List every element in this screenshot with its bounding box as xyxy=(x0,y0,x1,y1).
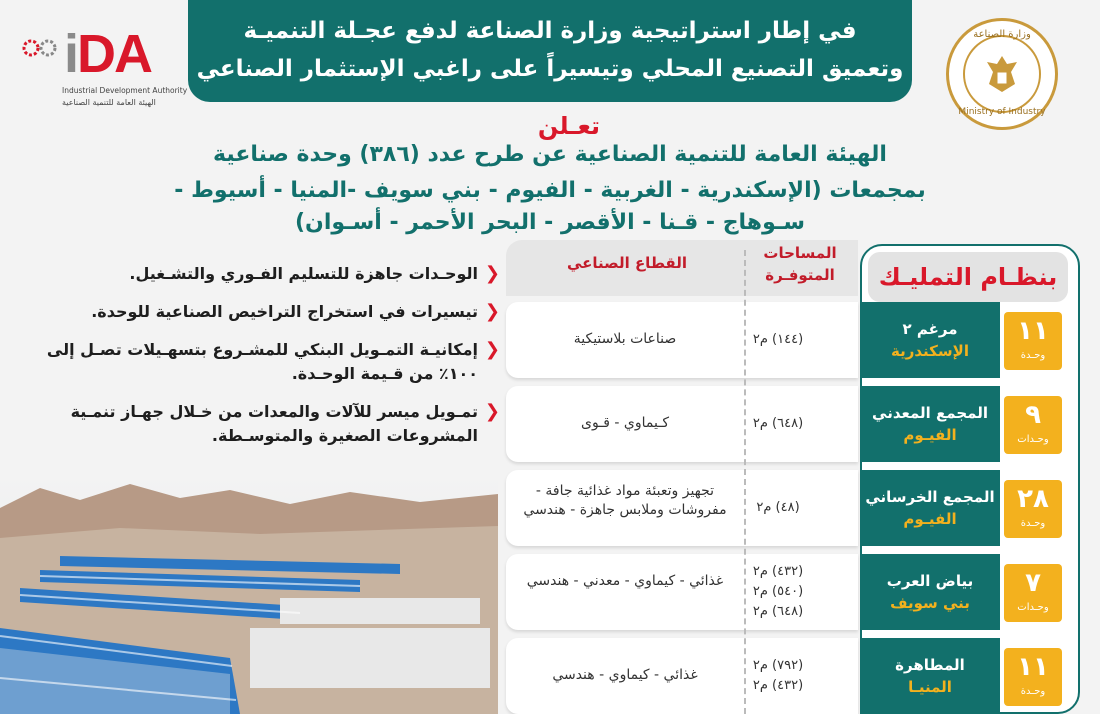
complex-location: الفيـوم xyxy=(903,426,957,444)
unit-count-badge xyxy=(1004,312,1062,370)
sector-cell: غذائي - كيماوي - معدني - هندسي xyxy=(526,573,724,589)
benefit-item: ❮ تمـويل ميسر للآلات والمعدات من خـلال جهـاز تنمـية المشروعات الصغيرة والمتوسـطة. xyxy=(70,401,500,445)
headline-line-2: بمجمعات (الإسكندرية - الغربية - الفيوم - بني سويف -المنيا - أسيوط - xyxy=(174,178,926,203)
unit-count: ٩ xyxy=(1025,400,1041,430)
complex-location: الإسكندرية xyxy=(891,342,969,360)
seal-top-text: وزارة الصناعة xyxy=(973,29,1031,40)
area-value: (٤٣٢) م٢ xyxy=(752,678,804,693)
table-header-area: المساحات المتوفـرة xyxy=(763,244,837,284)
area-value: (٤٨) م٢ xyxy=(756,500,800,515)
sector-cell: غذائي - كيماوي - هندسي xyxy=(552,667,698,683)
sector-cell: صناعات بلاستيكية xyxy=(573,331,677,347)
ministry-seal xyxy=(946,18,1058,130)
complex-name: المجمع المعدني xyxy=(872,404,988,422)
unit-count-badge xyxy=(1004,564,1062,622)
area-cell xyxy=(748,330,808,350)
benefit-item: ❮ إمكانيـة التمـويل البنكي للمشـروع بتسهـيلات تصـل إلى ١٠٠٪ من قـيمة الوحـدة. xyxy=(46,339,500,383)
ida-arabic-name: الهيئة العامة للتنمية الصناعية xyxy=(62,98,156,107)
area-cell xyxy=(748,414,808,434)
benefits-list xyxy=(30,262,500,462)
sector-cell: كـيماوي - قـوى xyxy=(580,415,669,431)
seal-bottom-text: Ministry of Industry xyxy=(958,107,1046,117)
area-value: (٤٣٢) م٢ xyxy=(752,564,804,579)
column-divider xyxy=(744,250,746,714)
complex-cell xyxy=(860,554,1000,630)
sector-cell: تجهيز وتعبئة مواد غذائية جافة - مفروشات وملابس جاهزة - هندسي xyxy=(523,483,727,518)
chevron-left-icon: ❮ xyxy=(484,263,500,284)
chevron-left-icon: ❮ xyxy=(484,401,500,422)
complex-cell xyxy=(860,386,1000,462)
unit-count-badge xyxy=(1004,648,1062,706)
header-banner xyxy=(188,0,912,102)
unit-count: ٧ xyxy=(1025,568,1041,598)
area-value: (١٤٤) م٢ xyxy=(752,332,804,347)
unit-label: وحـدة xyxy=(1020,686,1046,697)
unit-label: وحـدات xyxy=(1017,602,1049,613)
benefit-item: ❮ تيسيرات في استخراج التراخيص الصناعية للوحدة. xyxy=(91,301,500,322)
chevron-left-icon: ❮ xyxy=(484,339,500,360)
unit-count-badge xyxy=(1004,480,1062,538)
area-value: (٧٩٢) م٢ xyxy=(752,658,804,673)
ownership-title: بنظـام التمليـك xyxy=(868,252,1068,302)
unit-count: ١١ xyxy=(1017,652,1049,682)
area-value: (٦٤٨) م٢ xyxy=(752,604,804,619)
unit-count: ٢٨ xyxy=(1017,484,1049,514)
benefit-item: ❮ الوحـدات جاهزة للتسليم الفـوري والتشـغيل. xyxy=(129,263,500,284)
unit-label: وحـدات xyxy=(1017,434,1049,445)
area-value: (٦٤٨) م٢ xyxy=(752,416,804,431)
complex-location: الفيـوم xyxy=(903,510,957,528)
headline-line-3: سـوهاج - قـنا - الأقصر - البحر الأحمر - أسـوان) xyxy=(294,210,806,235)
table-header-sector: القطاع الصناعي xyxy=(566,254,687,272)
complex-cell xyxy=(860,470,1000,546)
area-cell xyxy=(748,656,808,696)
area-cell xyxy=(748,562,808,622)
complex-name: المجمع الخرساني xyxy=(865,488,995,506)
gears-icon xyxy=(22,36,60,60)
unit-label: وحـدة xyxy=(1020,350,1046,361)
header-line-1: في إطار استراتيجية وزارة الصناعة لدفع عجـلة التنميـة xyxy=(243,18,857,44)
complex-location: بني سويف xyxy=(890,594,970,612)
announce-word: تعـلن xyxy=(537,112,600,140)
ida-logo xyxy=(20,18,190,118)
unit-count-badge xyxy=(1004,396,1062,454)
area-value: (٥٤٠) م٢ xyxy=(752,584,804,599)
complex-name: المطاهرة xyxy=(895,656,965,674)
complex-name: مرغم ٢ xyxy=(902,320,958,338)
headline-line-1: الهيئة العامة للتنمية الصناعية عن طرح عدد (٣٨٦) وحدة صناعية xyxy=(213,142,887,167)
ida-english-name: Industrial Development Authority xyxy=(62,86,188,95)
complex-name: بياض العرب xyxy=(886,572,974,590)
complex-cell xyxy=(860,302,1000,378)
complex-cell xyxy=(860,638,1000,714)
area-cell xyxy=(748,498,808,518)
chevron-left-icon: ❮ xyxy=(484,301,500,322)
unit-count: ١١ xyxy=(1017,316,1049,346)
industrial-units-photo xyxy=(0,478,498,714)
eagle-icon xyxy=(985,54,1019,94)
header-line-2: وتعميق التصنيع المحلي وتيسيراً على راغبي الإستثمار الصناعي xyxy=(196,56,904,82)
ida-wordmark: iDA xyxy=(64,24,152,84)
complex-location: المنيـا xyxy=(908,678,952,696)
unit-label: وحـدة xyxy=(1020,518,1046,529)
